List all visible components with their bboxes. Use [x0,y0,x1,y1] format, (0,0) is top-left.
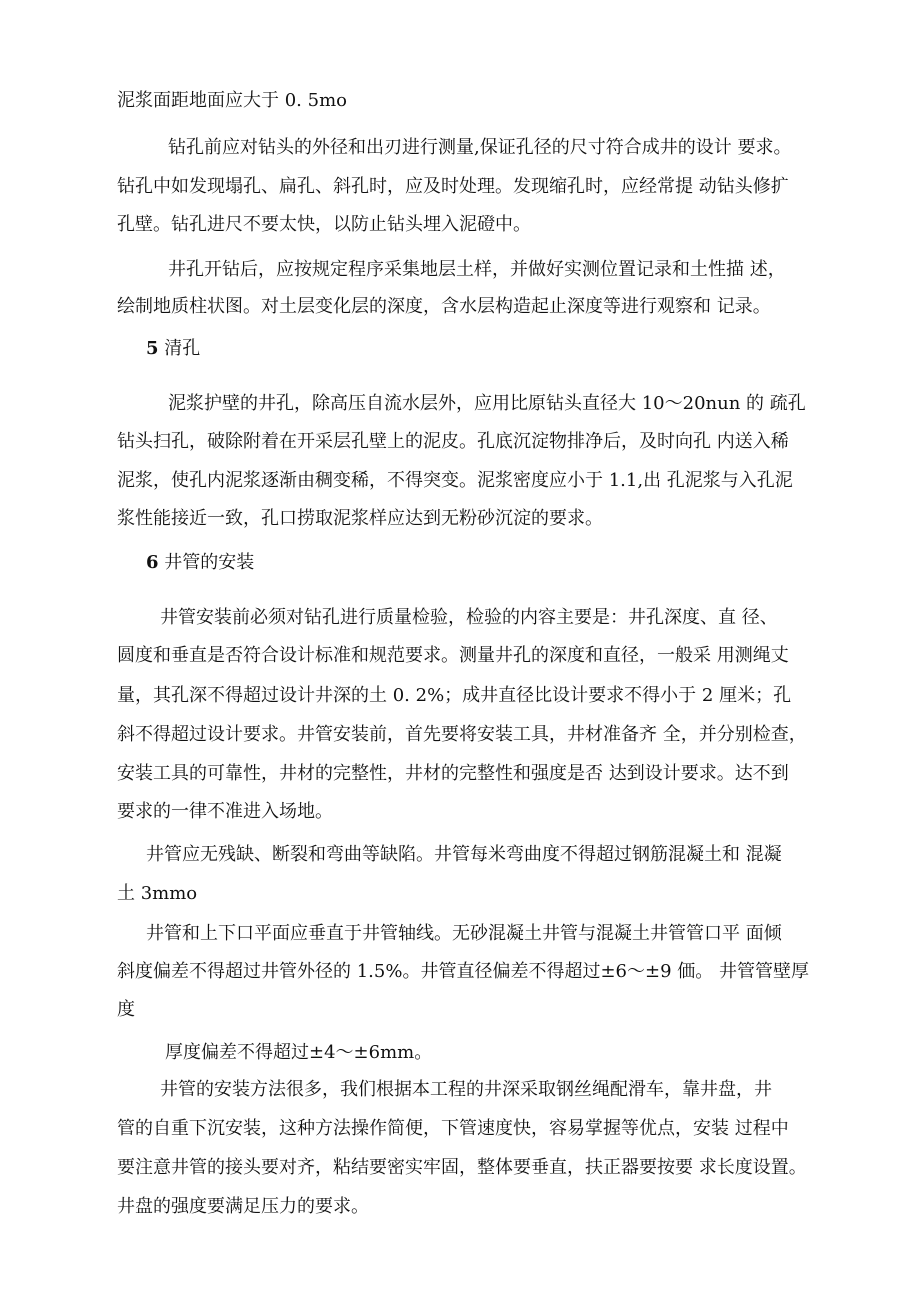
text-line: 土 3mmo [117,883,198,904]
section-heading [146,550,254,576]
text-line: 斜不得超过设计要求。井管安装前，首先要将安装工具，井材准备齐 全，并分别检查， [117,724,807,745]
text-line: 钻孔中如发现塌孔、扁孔、斜孔时，应及时处理。发现缩孔时，应经常提 动钻头修扩 [117,176,789,197]
text-line: 井盘的强度要满足压力的要求。 [117,1196,369,1217]
section-title: 井管的安装 [164,552,255,573]
text-line: 钻孔前应对钻头的外径和出刃进行测量,保证孔径的尺寸符合成井的设计 要求。 [168,137,792,158]
text-line: 孔壁。钻孔进尺不要太快，以防止钻头埋入泥磴中。 [117,214,531,235]
text-line: 井孔开钻后，应按规定程序采集地层土样，并做好实测位置记录和土性描 述， [168,259,786,280]
text-line: 井管和上下口平面应垂直于井管轴线。无砂混凝土井管与混凝土井管管口平 面倾 [146,923,782,944]
text-line: 泥浆面距地面应大于 0. 5mo [117,90,347,111]
text-line: 厚度偏差不得超过±4～±6mm。 [165,1042,433,1063]
text-line: 度 [117,999,135,1020]
text-line: 绘制地质柱状图。对土层变化层的深度，含水层构造起止深度等进行观察和 记录。 [117,296,771,317]
section-number: 6 [146,552,159,573]
text-line: 管的自重下沉安装，这种方法操作简便，下管速度快，容易掌握等优点，安装 过程中 [117,1118,789,1139]
section-number: 5 [146,338,159,359]
text-line: 井管应无残缺、断裂和弯曲等缺陷。井管每米弯曲度不得超过钢筋混凝土和 混凝 [146,844,782,865]
text-line: 泥浆，使孔内泥浆逐渐由稠变稀，不得突变。泥浆密度应小于 1.1,出 孔泥浆与入孔泥 [117,470,793,491]
text-line: 圆度和垂直是否符合设计标准和规范要求。测量井孔的深度和直径，一般采 用测绳丈 [117,645,789,666]
text-line: 安装工具的可靠性，井材的完整性，井材的完整性和强度是否 达到设计要求。达不到 [117,763,789,784]
text-line: 井管安装前必须对钻孔进行质量检验，检验的内容主要是：井孔深度、直 径、 [160,607,778,628]
text-line: 要注意井管的接头要对齐，粘结要密实牢固，整体要垂直，扶正器要按要 求长度设置。 [117,1157,807,1178]
text-line: 井管的安装方法很多，我们根据本工程的井深采取钢丝绳配滑车，靠井盘，井 [160,1079,772,1100]
text-line: 钻头扫孔，破除附着在开采层孔壁上的泥皮。孔底沉淀物排净后，及时向孔 内送入稀 [117,431,789,452]
text-line: 浆性能接近一致，孔口捞取泥浆样应达到无粉砂沉淀的要求。 [117,508,603,529]
text-line: 斜度偏差不得超过井管外径的 1.5%。井管直径偏差不得超过±6～±9 価。 井管管壁厚 [117,961,809,982]
text-line: 泥浆护壁的井孔，除高压自流水层外，应用比原钻头直径大 10～20nun 的 疏孔 [168,393,806,414]
section-title: 清孔 [164,338,201,359]
text-line: 量，其孔深不得超过设计井深的土 0. 2%；成井直径比设计要求不得小于 2 厘米；孔 [117,685,792,706]
text-line: 要求的一律不准进入场地。 [117,801,333,822]
section-heading [146,336,200,362]
